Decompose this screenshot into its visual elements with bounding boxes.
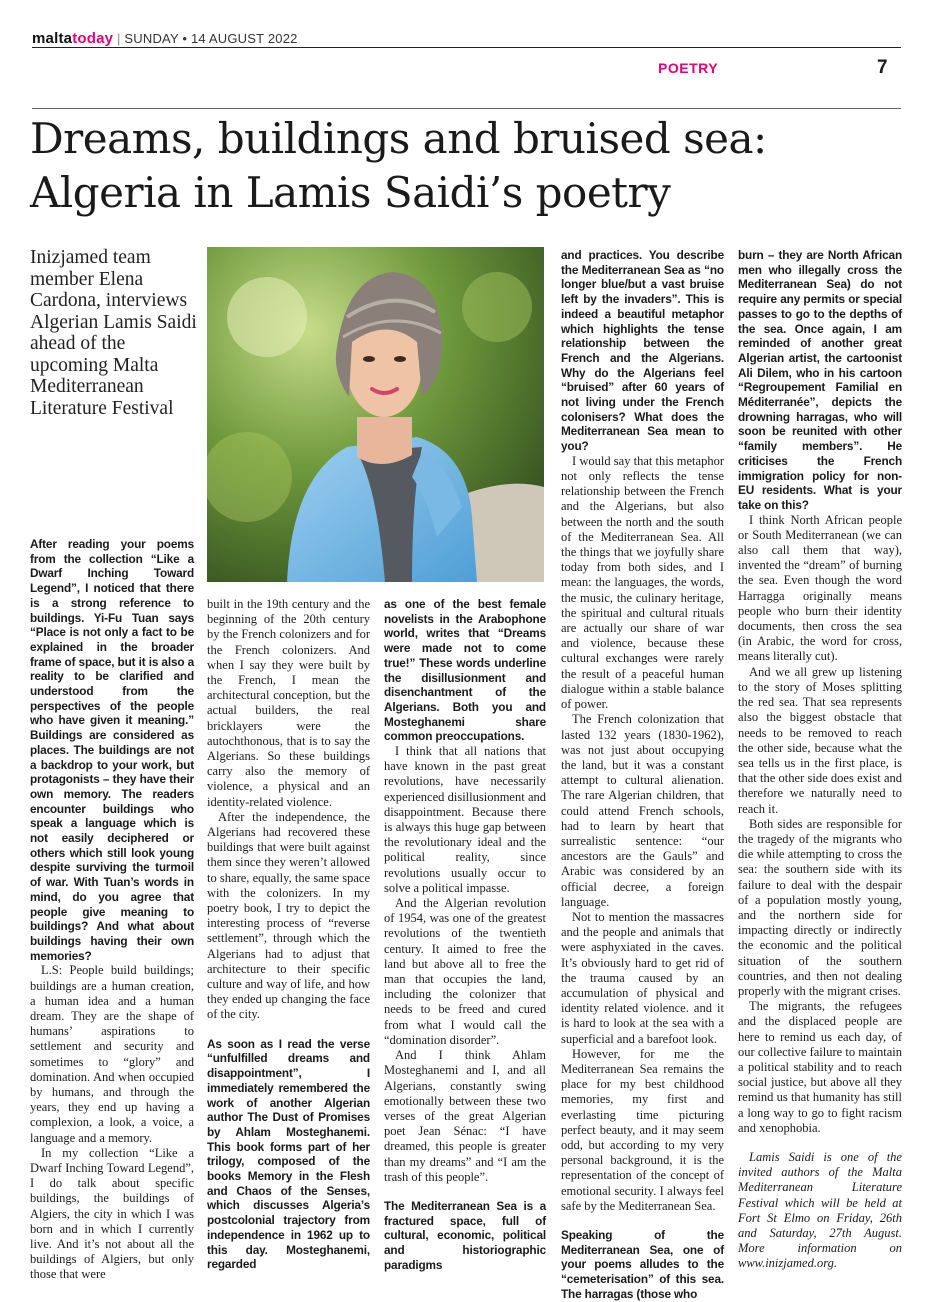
paragraph: Both sides are responsible for the tragedy of the migrants who die while attempting to cross the sea: the southern side with its failure to deal with the despair of a population mostly young, and the northern side for impacting directly or indirectly the economic and the political situation of the southern countries, and then not dealing properly with the migrant crises. [738, 816, 902, 998]
paragraph: And we all grew up listening to the story of Moses splitting the red sea. That sea represents also the biggest obstacle that needs to be removed to reach the other side, because what the sea tells us in the first place, is that the other side does exist and therefore we naturally need to reach it. [738, 664, 902, 816]
portrait-photo [207, 247, 544, 582]
question-4: Speaking of the Mediterranean Sea, one of your poems alludes to the “cemeterisation” of this sea. The harragas (those who [561, 1228, 724, 1301]
separator: | [113, 31, 125, 46]
logo-today: today [72, 30, 114, 47]
paragraph: And I think Ahlam Mosteghanemi and I, and all Algerians, constantly swing emotionally between these two verses of the great Algerian poet Jean Sénac: “I have dreamed, this people is greater than my dreams” and “I am the trash of this people”. [384, 1048, 546, 1184]
header-rule [32, 47, 901, 48]
page-number: 7 [877, 57, 888, 78]
section-rule [32, 108, 901, 109]
issue-date: SUNDAY • 14 AUGUST 2022 [124, 31, 298, 46]
headline [30, 112, 910, 220]
column-1 [30, 537, 194, 1283]
column-5 [738, 248, 902, 1272]
column-2 [207, 597, 370, 1272]
paragraph: And the Algerian revolution of 1954, was one of the greatest revolutions of the twentieth century. It aimed to free the land but above all to free the man that occupies the land, including the colonizer that needs to be freed and cured from what I would call the “domination disorder”. [384, 896, 546, 1047]
portrait-illustration [207, 247, 544, 582]
paragraph: The French colonization that lasted 132 years (1830-1962), was not just about occupying the land, but it was a constant attempt to cultural alienation. The rare Algerian children, that could attend French schools, had to learn by heart that surrealistic sentence: “our ancestors are the Gauls” and Arabic was considered by an official decree, a foreign language. [561, 712, 724, 909]
headline-line-2: Algeria in Lamis Saidi’s poetry [30, 168, 671, 217]
paragraph: I think that all nations that have known in the past great revolutions, have necessarily experienced disillusionment and disappointment. Because there is always this huge gap between the revolutionary ideal and the political reality, since revolutions usually occur to solve a political impasse. [384, 744, 546, 895]
paragraph: However, for me the Mediterranean Sea remains the place for my best childhood memories, my first and everlasting time picturing perfect beauty, and it may seem odd, but according to my very personal background, it is the representation of the concept of emotional security. I always feel safe by the Mediterranean Sea. [561, 1046, 724, 1213]
headline-line-1: Dreams, buildings and bruised sea: [30, 114, 767, 163]
paragraph: I would say that this metaphor not only reflects the tense relationship between the French and the Algerians, but also between the north and the south of the Mediterranean Sea. All the things that we joyfully share today from both sides, and I mean: the languages, the words, the music, the culinary heritage, the spiritual and cultural rituals are actually our share of war and violence, because these cultural exchanges were rarely the result of a peaceful human dialogue within a stable balance of power. [561, 453, 724, 712]
question-2-continued: as one of the best female novelists in the Arabophone world, writes that “Dreams were made not to come true!” These words underline the disillusionment and disenchantment of the Algerians. Both you and Mosteghanemi share common preoccupations. [384, 597, 546, 744]
question-4-continued: burn – they are North African men who illegally cross the Mediterranean Sea) do not require any permits or special passes to go to the depths of the sea. Once again, I am reminded of another great Algerian artist, the cartoonist Ali Dilem, who in his cartoon “Regroupement Familial en Méditerranée”, depicts the drowning harragas, who will soon be reunited with other “family members”. He criticises the French immigration policy for non-EU residents. What is your take on this? [738, 248, 902, 512]
question-3-continued: and practices. You describe the Mediterranean Sea as “no longer blue/but a vast bruise left by the invaders”. This is indeed a beautiful metaphor which highlights the tense relationship between the French and the Algerians. Why do the Algerians feel “bruised” after 60 years of not living under the French colonisers? What does the Mediterranean Sea mean to you? [561, 248, 724, 454]
paragraph: Not to mention the massacres and the people and animals that were asphyxiated in the caves. It’s obviously hard to get rid of the trauma caused by an accumulation of physical and identity related violence. and it is hard to look at the sea with a superficial and a barefoot look. [561, 909, 724, 1046]
question-3: The Mediterranean Sea is a fractured space, full of cultural, economic, political and historiographic paradigms [384, 1198, 546, 1272]
paragraph: built in the 19th century and the beginning of the 20th century by the French colonizers and for the French colonizers. And when I say they were built by the French, I mean the architectural conception, but the actual builders, the real bricklayers were the autochthonous, that is to say the Algerians. So these buildings carry also the memory of violence, a physical and an identity-related violence. [207, 597, 370, 809]
maltatoday-logo[interactable] [32, 30, 113, 47]
paragraph: The migrants, the refugees and the displaced people are here to remind us each day, of our collective failure to maintain a political stability and to reach social justice, but above all they remind us that humanity has still a long way to go to fight racism and xenophobia. [738, 999, 902, 1135]
masthead [32, 30, 298, 47]
column-4 [561, 248, 724, 1302]
question-1: After reading your poems from the collection “Like a Dwarf Inching Toward Legend”, I noticed that there is a strong reference to buildings. Yi-Fu Tuan says “Place is not only a fact to be explained in the broader frame of space, but it is also a reality to be clarified and understood from the perspectives of the people who have given it meaning.” Buildings are considered as places. The buildings are not a backdrop to your work, but protagonists – they have their own memory. The readers encounter buildings who speak a language which is not easily deciphered or others which still look young despite surviving the turmoil of war. With Tuan’s words in mind, do you agree that people give meaning to buildings? And what about buildings having their own memories? [30, 537, 194, 963]
standfirst: Inizjamed team member Elena Cardona, interviews Algerian Lamis Saidi ahead of the upcoming Malta Mediterranean Literature Festival [30, 247, 197, 419]
section-label: POETRY [658, 60, 719, 76]
column-3 [384, 597, 546, 1272]
author-note[interactable]: Lamis Saidi is one of the invited authors of the Malta Mediterranean Literature Festival which will be held at Fort St Elmo on Friday, 26th and Saturday, 27th August. More information on www.inizjamed.org. [738, 1149, 902, 1271]
paragraph: In my collection “Like a Dwarf Inching Toward Legend”, I do talk about specific buildings, the buildings of Algiers, the city in which I was born and in which I currently live. And it’s not about all the buildings of Algiers, but only those that were [30, 1145, 194, 1282]
logo-malta: malta [32, 30, 73, 47]
paragraph: I think North African people or South Mediterranean (we can also call them that way), invented the “dream” of burning the sea. Even though the word Harragga originally means people who burn their identity documents, then cross the sea (in Arabic, the word for cross, means literally cut). [738, 512, 902, 664]
paragraph: L.S: People build buildings; buildings are a human creation, a human idea and a human dream. They are the shape of humans’ aspirations to settlement and security and sometimes to “glory” and domination. And when occupied by humans, and through the years, they end up having a complexion, a look, a voice, a language and a memory. [30, 963, 194, 1145]
paragraph: After the independence, the Algerians had recovered these buildings that were built against them since they weren’t allowed to share, equally, the same space with the colonizers. In my poetry book, I try to depict the interesting process of “reverse settlement”, through which the Algerians had to adjust that architecture to their specific culture and way of life, and how they ended up changing the face of the city. [207, 809, 370, 1022]
question-2: As soon as I read the verse “unfulfilled dreams and disappointment”, I immediately remembered the work of another Algerian author The Dust of Promises by Ahlam Mosteghanemi. This book forms part of her trilogy, composed of the books Memory in the Flesh and Chaos of the Senses, which discusses Algeria’s postcolonial trajectory from independence in 1962 up to this day. Mosteghanemi, regarded [207, 1036, 370, 1272]
